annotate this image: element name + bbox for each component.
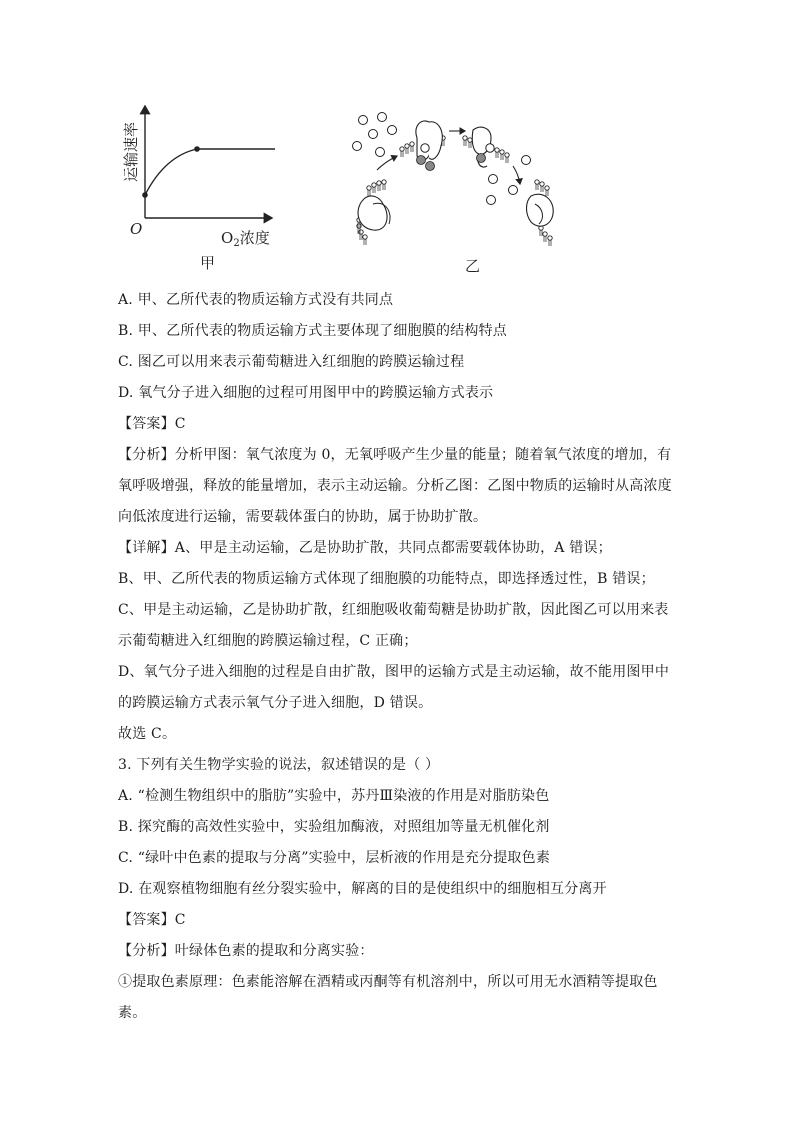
detail-line: D、氧气分子进入细胞的过程是自由扩散，图甲的运输方式是主动运输，故不能用图甲中 [118, 664, 670, 680]
option-d: D. 在观察植物细胞有丝分裂实验中，解离的目的是使组织中的细胞相互分离开 [118, 881, 607, 897]
curve-saturation-point [194, 146, 200, 152]
answer: 【答案】C [118, 416, 186, 432]
answer: 【答案】C [118, 912, 186, 928]
detail-line: 【详解】A、甲是主动运输，乙是协助扩散，共同点都需要载体协助，A 错误； [118, 540, 612, 556]
rate-curve [145, 149, 275, 195]
option-d: D. 氧气分子进入细胞的过程可用图甲中的跨膜运输方式表示 [118, 385, 494, 401]
analysis-line: 【分析】叶绿体色素的提取和分离实验： [118, 943, 374, 959]
analysis-line: ①提取色素原理：色素能溶解在酒精或丙酮等有机溶剂中，所以可用无水酒精等提取色 [118, 974, 658, 990]
origin-label: O [130, 220, 143, 238]
option-c: C. “绿叶中色素的提取与分离”实验中，层析液的作用是充分提取色素 [118, 850, 551, 866]
membrane-segment-center [400, 121, 445, 171]
x-axis-label: $O_2$浓度 [221, 229, 270, 249]
figure-caption-jia: 甲 [200, 254, 216, 272]
graph-jia [110, 100, 310, 275]
option-c: C. 图乙可以用来表示葡萄糖进入红细胞的跨膜运输过程 [118, 354, 465, 370]
membrane-segment-lower-right [527, 180, 554, 246]
arrow-binding [377, 156, 397, 170]
option-b: B. 甲、乙所代表的物质运输方式主要体现了细胞膜的结构特点 [118, 323, 507, 339]
y-axis-label: 运输速率 [122, 121, 140, 182]
detail-line: 示葡萄糖进入红细胞的跨膜运输过程，C 正确； [118, 633, 418, 649]
membrane-segment-right [463, 127, 509, 167]
option-a: A. 甲、乙所代表的物质运输方式没有共同点 [118, 292, 394, 308]
diagram-yi [345, 108, 570, 278]
detail-line: C、甲是主动运输，乙是协助扩散，红细胞吸收葡萄糖是协助扩散，因此图乙可以用来表 [118, 602, 669, 618]
analysis-line: 氧呼吸增强，释放的能量增加，表示主动运输。分析乙图：乙图中物质的运输时从高浓度 [118, 478, 672, 494]
arrow-release [513, 166, 520, 184]
detail-line: 的跨膜运输方式表示氧气分子进入细胞，D 错误。 [118, 695, 433, 711]
question-3: 3. 下列有关生物学实验的说法，叙述错误的是（ ） [118, 757, 440, 773]
analysis-line: 素。 [118, 1005, 147, 1021]
option-a: A. “检测生物组织中的脂肪”实验中，苏丹Ⅲ染液的作用是对脂肪染色 [118, 788, 550, 804]
analysis-line: 【分析】分析甲图：氧气浓度为 0，无氧呼吸产生少量的能量；随着氧气浓度的增加，有 [118, 447, 672, 463]
analysis-line: 向低浓度进行运输，需要载体蛋白的协助，属于协助扩散。 [118, 509, 488, 525]
option-b: B. 探究酶的高效性实验中，实验组加酶液，对照组加等量无机催化剂 [118, 819, 550, 835]
detail-line: B、甲、乙所代表的物质运输方式体现了细胞膜的功能特点，即选择透过性，B 错误； [118, 571, 655, 587]
solute-molecules [353, 113, 531, 205]
curve-start-point [142, 192, 148, 198]
figure-caption-yi: 乙 [465, 257, 481, 275]
conclusion: 故选 C。 [118, 726, 177, 742]
membrane-segment-left [357, 180, 390, 245]
